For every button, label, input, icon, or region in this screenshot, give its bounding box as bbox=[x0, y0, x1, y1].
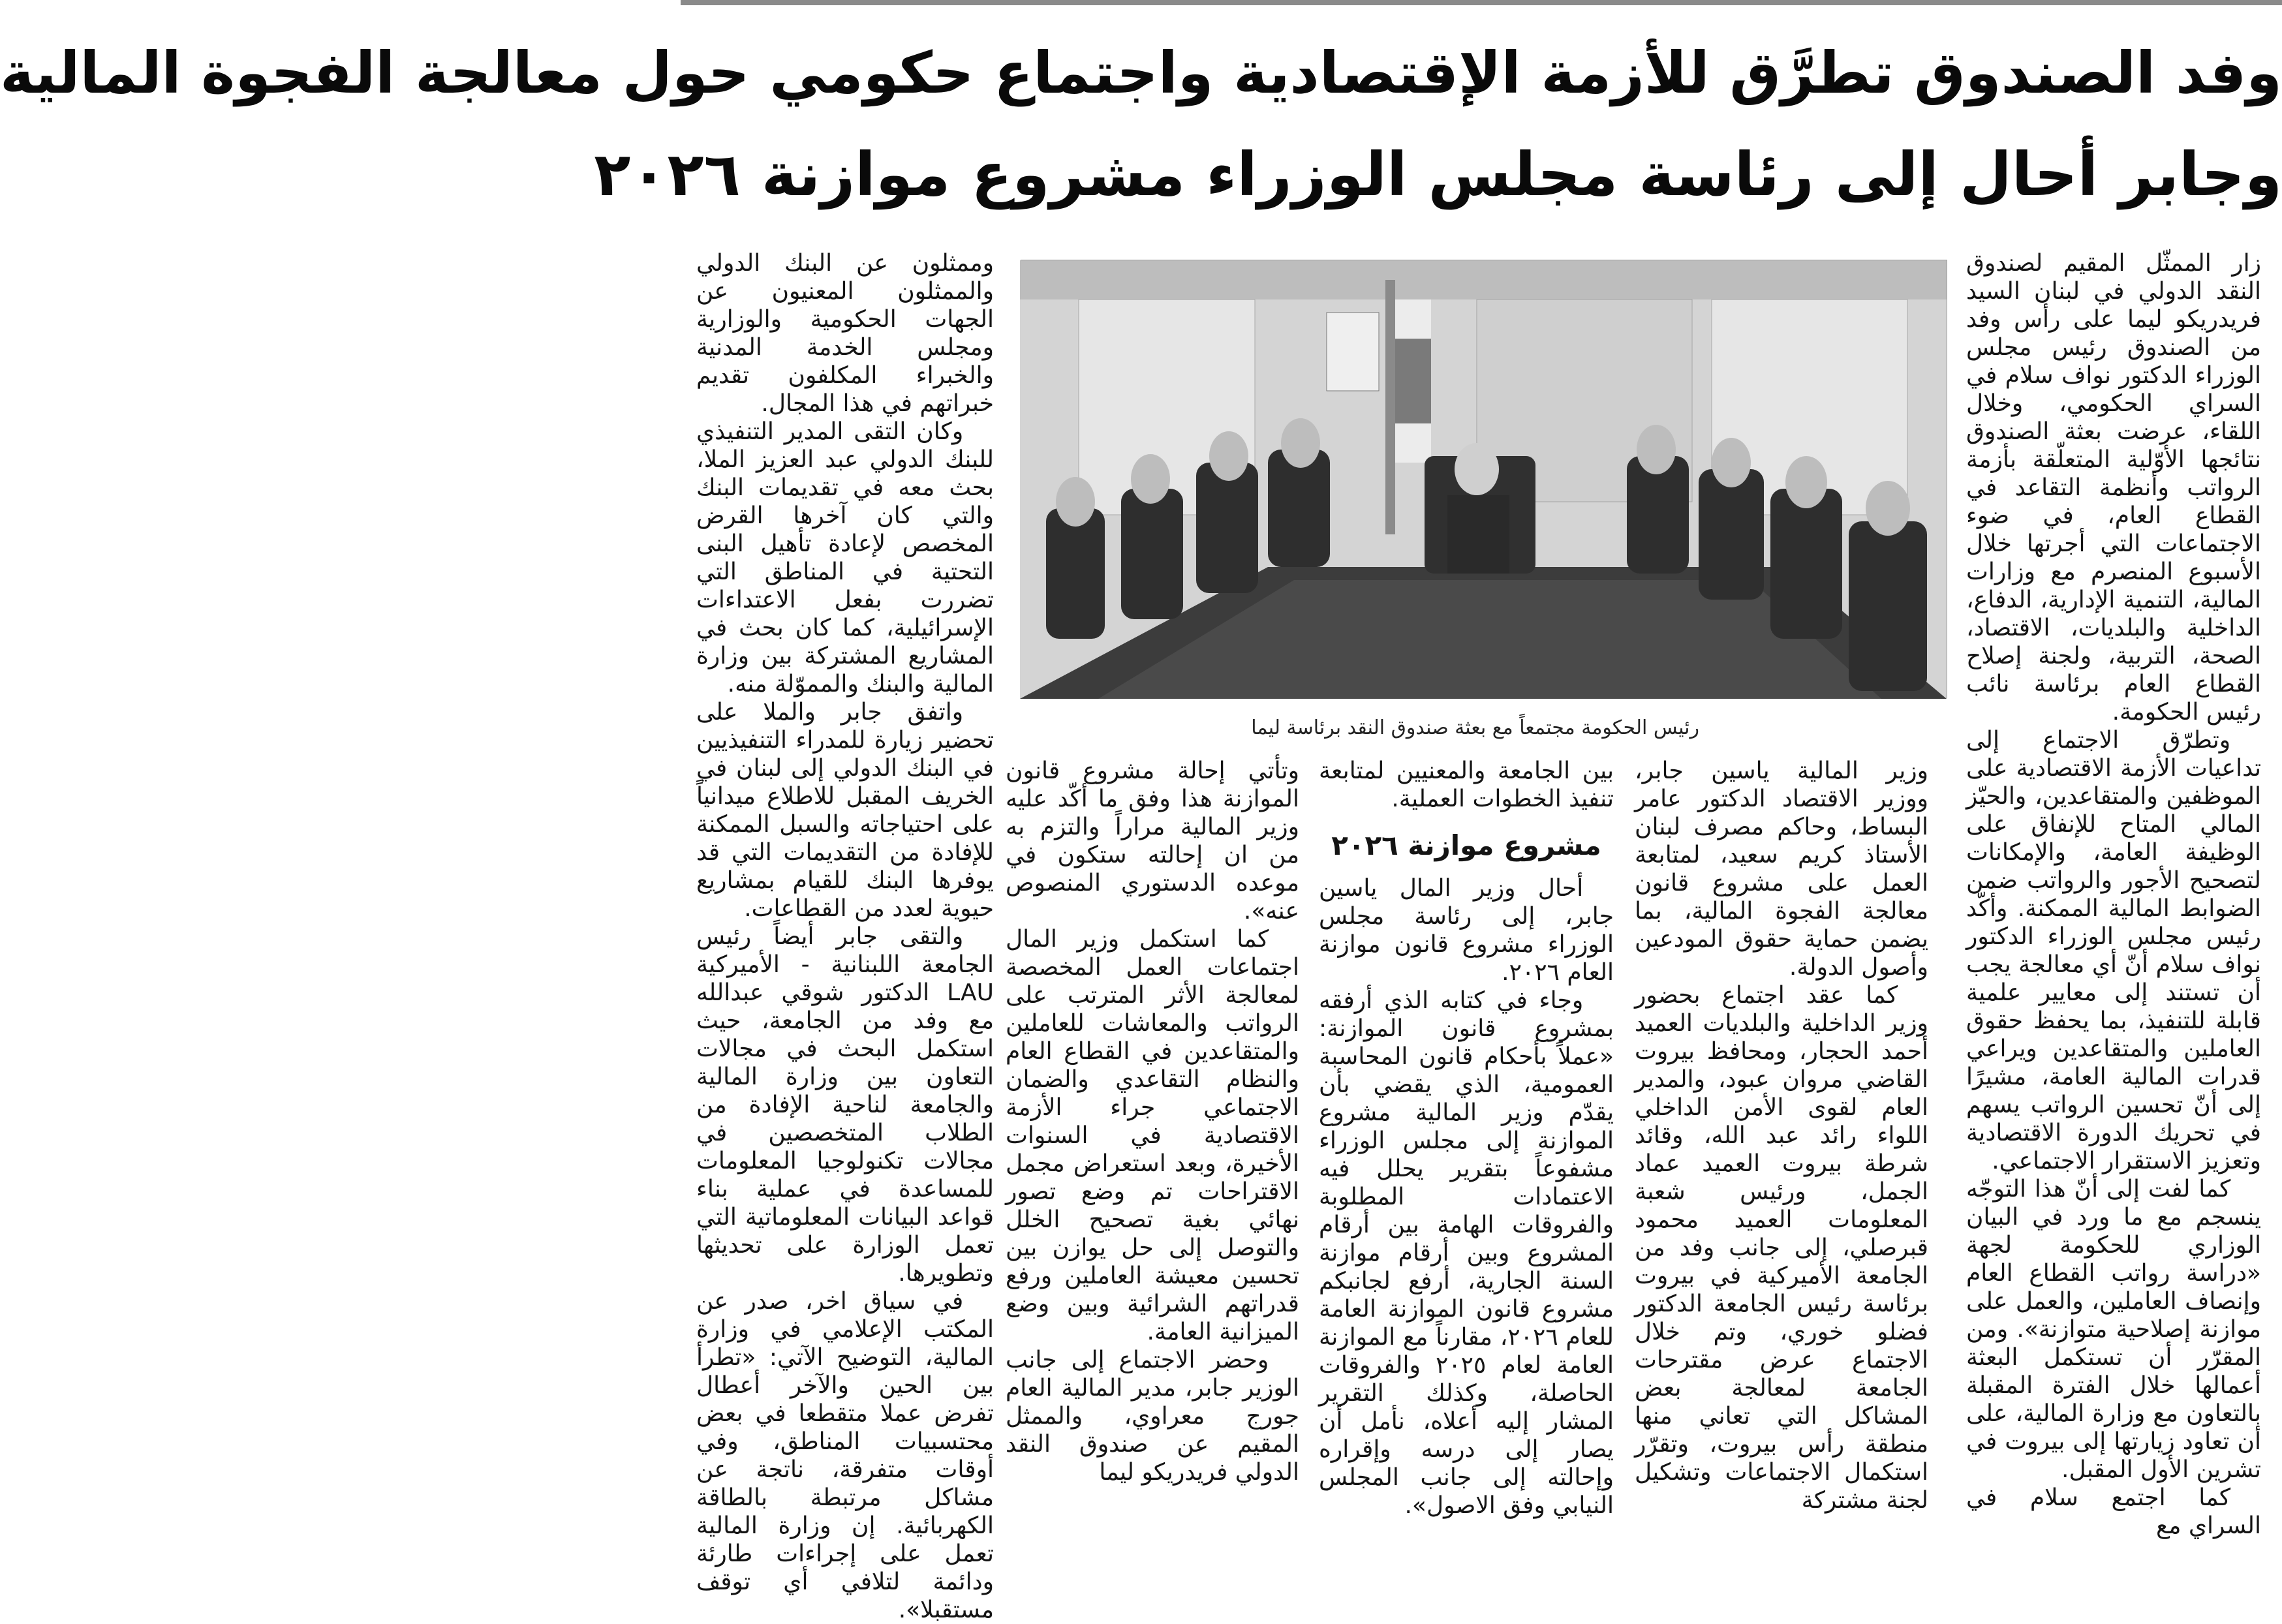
paragraph: والتقى جابر أيضاً رئيس الجامعة اللبنانية - الأميركية LAU الدكتور شوقي عبدالله مع وفد من الجامعة، حيث استكمل البحث في مجالات التعاون بين وزارة المالية والجامعة لناحية الإفادة من الطلاب المتخصصين في مجالات تكنولوجيا المعلومات للمساعدة في عملية بناء قواعد البيانات المعلوماتية التي تعمل الوزارة على تحديثها وتطويرها. bbox=[696, 923, 994, 1287]
paragraph: وتطرّق الاجتماع إلى تداعيات الأزمة الاقتصادية على الموظفين والمتقاعدين، والحيّز المالي المتاح للإنفاق على الوظيفة العامة، والإمكانات لتصحيح الأجور والرواتب ضمن الضوابط المالية الممكنة. وأكّد رئيس مجلس الوزراء الدكتور نواف سلام أنّ أي معالجة يجب أن تستند إلى معايير علمية قابلة للتنفيذ، بما يحفظ حقوق العاملين والمتقاعدين ويراعي قدرات المالية العامة، مشيرًا إلى أنّ تحسين الرواتب يسهم في تحريك الدورة الاقتصادية وتعزيز الاستقرار الاجتماعي. bbox=[1966, 727, 2261, 1174]
column-lower-a bbox=[1635, 757, 1928, 1514]
paragraph: وممثلون عن البنك الدولي والممثلون المعنيون عن الجهات الحكومية والوزارية ومجلس الخدمة المدنية والخبراء المكلفون تقديم خبراتهم في هذا المجال. bbox=[696, 250, 994, 417]
paragraph: وتأتي إحالة مشروع قانون الموازنة هذا وفق ما أكّد عليه وزير المالية مراراً والتزم به من ان إحالته ستكون في موعده الدستوري المنصوص عنه». bbox=[1006, 758, 1299, 925]
photo-caption: رئيس الحكومة مجتمعاً مع بعثة صندوق النقد برئاسة ليما bbox=[1251, 716, 1699, 739]
paragraph: أحال وزير المال ياسين جابر، إلى رئاسة مجلس الوزراء مشروع قانون موازنة العام ٢٠٢٦. bbox=[1319, 875, 1614, 986]
column-lower-b bbox=[1319, 757, 1614, 1519]
paragraph: بين الجامعة والمعنيين لمتابعة تنفيذ الخطوات العملية. bbox=[1319, 758, 1614, 812]
column-left bbox=[696, 249, 994, 1623]
top-rule bbox=[681, 0, 2282, 5]
headline-line-1: وفد الصندوق تطرَّق للأزمة الإقتصادية واجتماع حكومي حول معالجة الفجوة المالية bbox=[0, 39, 2282, 106]
paragraph: في سياق اخر، صدر عن المكتب الإعلامي في وزارة المالية، التوضيح الآتي: «تطرأ بين الحين والآخر أعطال تفرض عملا متقطعا في بعض محتسبيات المناطق، وفي أوقات متفرقة، ناتجة عن مشاكل مرتبطة بالطاقة الكهربائية. إن وزارة المالية تعمل على إجراءات طارئة ودائمة لتلافي أي توقف مستقبلا». bbox=[696, 1288, 994, 1623]
paragraph: كما عقد اجتماع بحضور وزير الداخلية والبلديات العميد أحمد الحجار، ومحافظ بيروت القاضي مروان عبود، والمدير العام لقوى الأمن الداخلي اللواء رائد عبد الله، وقائد شرطة بيروت العميد عماد الجمل، ورئيس شعبة المعلومات العميد محمود قبرصلي، إلى جانب وفد من الجامعة الأميركية في بيروت برئاسة رئيس الجامعة الدكتور فضلو خوري، وتم خلال الاجتماع عرض مقترحات الجامعة لمعالجة بعض المشاكل التي تعاني منها منطقة رأس بيروت، وتقرّر استكمال الاجتماعات وتشكيل لجنة مشتركة bbox=[1635, 982, 1928, 1514]
paragraph: كما لفت إلى أنّ هذا التوجّه ينسجم مع ما ورد في البيان الوزاري للحكومة لجهة «دراسة رواتب القطاع العام وإنصاف العاملين، والعمل على موازنة إصلاحية متوازنة». ومن المقرّر أن تستكمل البعثة أعمالها خلال الفترة المقبلة بالتعاون مع وزارة المالية، على أن تعاود زيارتها إلى بيروت في تشرين الأول المقبل. bbox=[1966, 1176, 2261, 1483]
subheading-budget-2026: مشروع موازنة ٢٠٢٦ bbox=[1331, 829, 1601, 861]
paragraph: كما اجتمع سلام في السراي مع bbox=[1966, 1484, 2261, 1539]
paragraph: زار الممثّل المقيم لصندوق النقد الدولي في لبنان السيد فريدريكو ليما على رأس وفد من الصندوق رئيس مجلس الوزراء الدكتور نواف سلام في السراي الحكومي، وخلال اللقاء، عرضت بعثة الصندوق نتائجها الأوّلية المتعلّقة بأزمة الرواتب وأنظمة التقاعد في القطاع العام، في ضوء الاجتماعات التي أجرتها خلال الأسبوع المنصرم مع وزارات المالية، التنمية الإدارية، الدفاع، الداخلية والبلديات، الاقتصاد، الصحة، التربية، ولجنة إصلاح القطاع العام برئاسة نائب رئيس الحكومة. bbox=[1966, 250, 2261, 726]
paragraph: وجاء في كتابه الذي أرفقه بمشروع قانون الموازنة: «عملاً بأحكام قانون المحاسبة العمومية، الذي يقضي بأن يقدّم وزير المالية مشروع الموازنة إلى مجلس الوزراء مشفوعاً بتقرير يحلل فيه الاعتمادات المطلوبة والفروقات الهامة بين أرقام المشروع وبين أرقام موازنة السنة الجارية، أرفع لجانبكم مشروع قانون الموازنة العامة للعام ٢٠٢٦، مقارناً مع الموازنة العامة لعام ٢٠٢٥ والفروقات الحاصلة، وكذلك التقرير المشار إليه أعلاه، نأمل أن يصار إلى درسه وإقراره وإحالته إلى جانب المجلس النيابي وفق الاصول». bbox=[1319, 987, 1614, 1519]
meeting-photo-illustration bbox=[1020, 260, 1947, 699]
column-lower-c bbox=[1006, 757, 1299, 1486]
paragraph: كما استكمل وزير المال اجتماعات العمل المخصصة لمعالجة الأثر المترتب على الرواتب والمعاشات للعاملين والمتقاعدين في القطاع العام والنظام التقاعدي والضمان الاجتماعي جراء الأزمة الاقتصادية في السنوات الأخيرة، وبعد استعراض مجمل الاقتراحات تم وضع تصور نهائي بغية تصحيح الخلل والتوصل إلى حل يوازن بين تحسين معيشة العاملين ورفع قدراتهم الشرائية وبين وضع الميزانية العامة. bbox=[1006, 926, 1299, 1345]
paragraph: وحضر الاجتماع إلى جانب الوزير جابر، مدير المالية العام جورج معراوي، والممثل المقيم عن صندوق النقد الدولي فريدريكو ليما bbox=[1006, 1347, 1299, 1486]
headline-line-2: وجابر أحال إلى رئاسة مجلس الوزراء مشروع موازنة ٢٠٢٦ bbox=[594, 140, 2282, 209]
paragraph: وكان التقى المدير التنفيذي للبنك الدولي عبد العزيز الملا، بحث معه في تقديمات البنك والتي كان آخرها القرض المخصص لإعادة تأهيل البنى التحتية في المناطق التي تضررت بفعل الاعتداءات الإسرائيلية، كما كان بحث في المشاريع المشتركة بين وزارة المالية والبنك والمموّلة منه. bbox=[696, 418, 994, 697]
paragraph: وزير المالية ياسين جابر، ووزير الاقتصاد الدكتور عامر البساط، وحاكم مصرف لبنان الأستاذ كريم سعيد، لمتابعة العمل على مشروع قانون معالجة الفجوة المالية، بما يضمن حماية حقوق المودعين وأصول الدولة. bbox=[1635, 758, 1928, 981]
paragraph: واتفق جابر والملا على تحضير زيارة للمدراء التنفيذيين في البنك الدولي إلى لبنان في الخريف المقبل للاطلاع ميدانياً على احتياجاته والسبل الممكنة للإفادة من التقديمات التي قد يوفرها البنك للقيام بمشاريع حيوية لعدد من القطاعات. bbox=[696, 699, 994, 922]
column-right bbox=[1966, 249, 2261, 1539]
meeting-photo bbox=[1021, 260, 1947, 698]
